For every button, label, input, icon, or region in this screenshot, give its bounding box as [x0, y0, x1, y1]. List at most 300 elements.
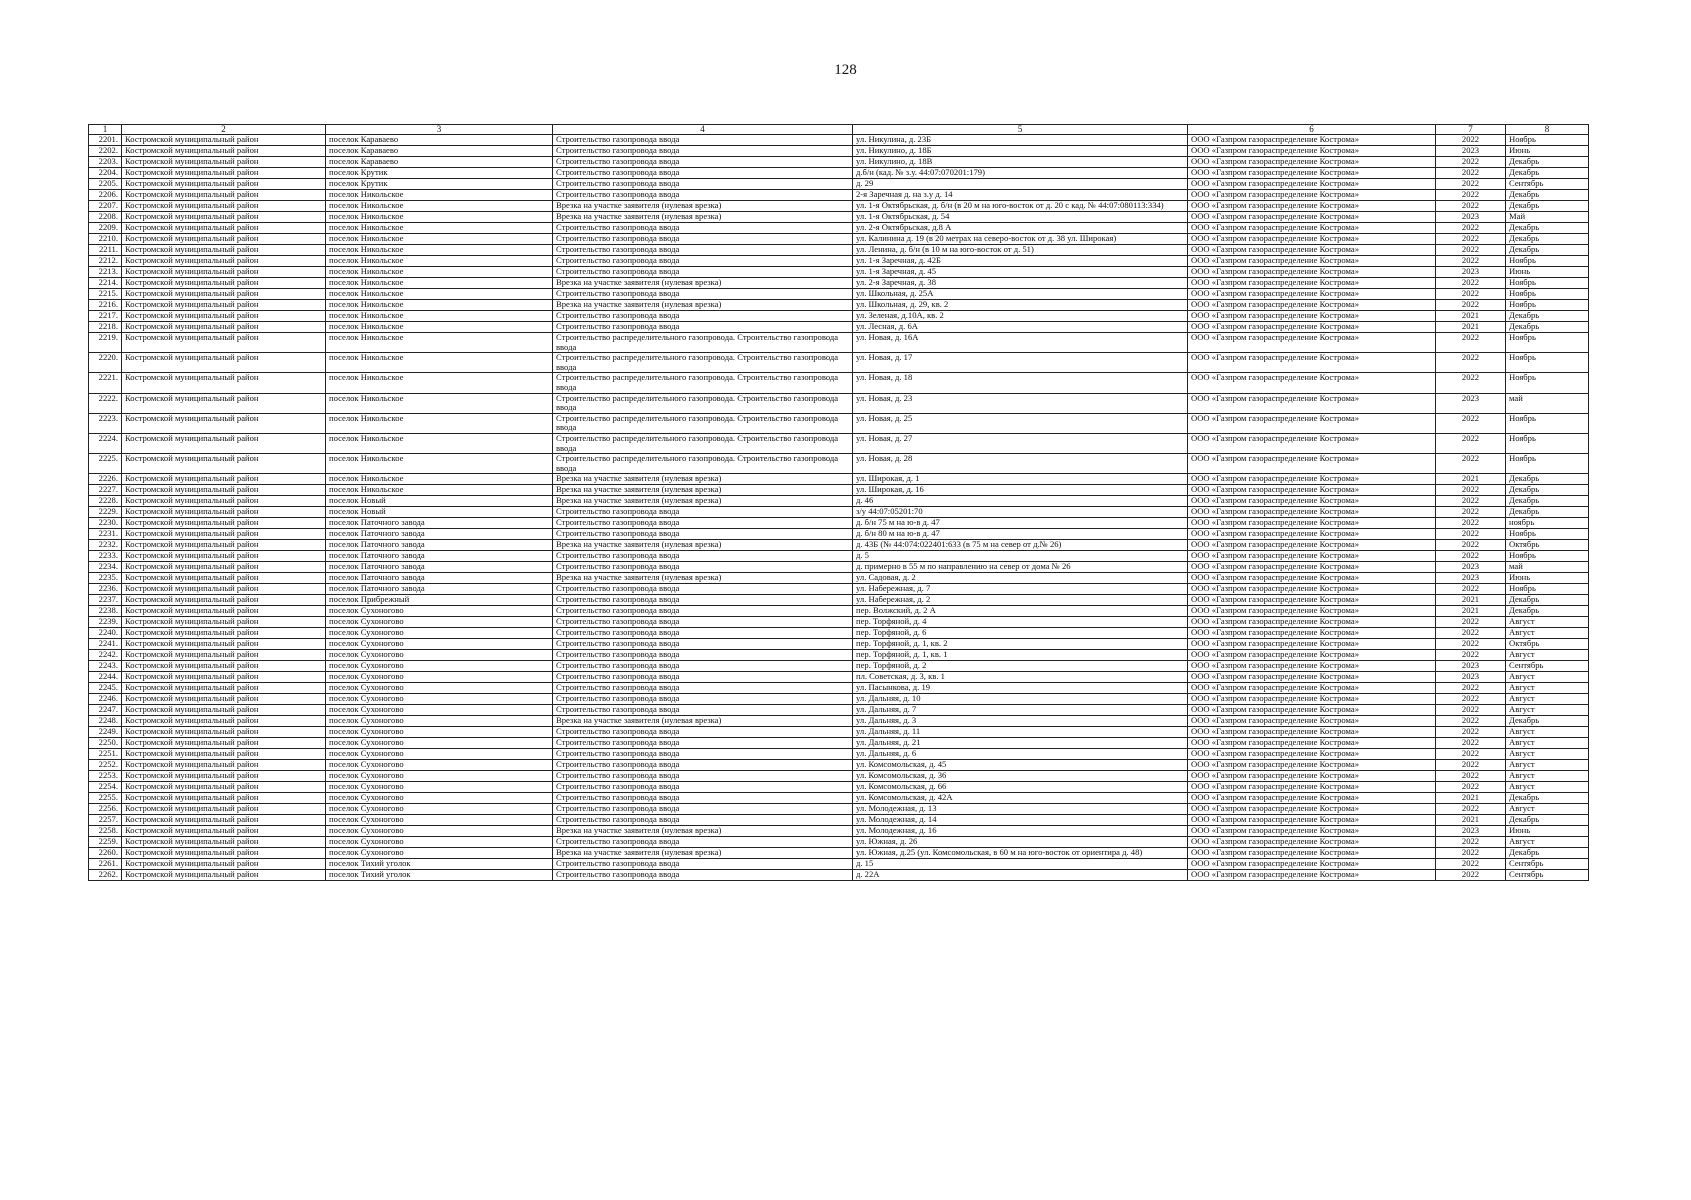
address-cell: ул. Ленина, д. б/н (в 10 м на юго-восток от д. 51) [853, 245, 1188, 256]
settlement-cell: поселок Сухоногово [326, 760, 553, 771]
address-cell: пер. Торфяной, д. 1, кв. 2 [853, 639, 1188, 650]
row-number: 2230. [89, 518, 122, 529]
address-cell: ул. 1-я Октябрьская, д. 54 [853, 212, 1188, 223]
row-number: 2257. [89, 815, 122, 826]
table-row [89, 749, 1589, 760]
address-cell: пер. Торфяной, д. 6 [853, 628, 1188, 639]
work-type-cell: Строительство газопровода ввода [553, 617, 853, 628]
month-cell: Ноябрь [1506, 289, 1589, 300]
row-number: 2253. [89, 771, 122, 782]
month-cell: Декабрь [1506, 848, 1589, 859]
settlement-cell: поселок Сухоногово [326, 749, 553, 760]
settlement-cell: поселок Никольское [326, 212, 553, 223]
district-cell: Костромской муниципальный район [122, 454, 326, 474]
organization-cell: ООО «Газпром газораспределение Кострома» [1188, 859, 1436, 870]
district-cell: Костромской муниципальный район [122, 672, 326, 683]
settlement-cell: поселок Паточного завода [326, 518, 553, 529]
organization-cell: ООО «Газпром газораспределение Кострома» [1188, 705, 1436, 716]
organization-cell: ООО «Газпром газораспределение Кострома» [1188, 322, 1436, 333]
work-type-cell: Строительство газопровода ввода [553, 628, 853, 639]
month-cell: Сентябрь [1506, 661, 1589, 672]
month-cell: Декабрь [1506, 507, 1589, 518]
table-row [89, 223, 1589, 234]
table-row [89, 485, 1589, 496]
month-cell: Ноябрь [1506, 373, 1589, 393]
year-cell: 2022 [1436, 433, 1506, 453]
address-cell: ул. Новая, д. 16А [853, 333, 1188, 353]
row-number: 2204. [89, 168, 122, 179]
work-type-cell: Строительство газопровода ввода [553, 749, 853, 760]
district-cell: Костромской муниципальный район [122, 245, 326, 256]
work-type-cell: Строительство распределительного газопровода. Строительство газопровода ввода [553, 454, 853, 474]
district-cell: Костромской муниципальный район [122, 507, 326, 518]
work-type-cell: Строительство газопровода ввода [553, 683, 853, 694]
month-cell: Июнь [1506, 826, 1589, 837]
work-type-cell: Врезка на участке заявителя (нулевая врезка) [553, 485, 853, 496]
address-cell: д. 15 [853, 859, 1188, 870]
district-cell: Костромской муниципальный район [122, 771, 326, 782]
district-cell: Костромской муниципальный район [122, 804, 326, 815]
work-type-cell: Строительство газопровода ввода [553, 738, 853, 749]
settlement-cell: поселок Сухоногово [326, 782, 553, 793]
organization-cell: ООО «Газпром газораспределение Кострома» [1188, 146, 1436, 157]
organization-cell: ООО «Газпром газораспределение Кострома» [1188, 683, 1436, 694]
column-header: 5 [853, 125, 1188, 135]
month-cell: Август [1506, 694, 1589, 705]
district-cell: Костромской муниципальный район [122, 760, 326, 771]
work-type-cell: Строительство газопровода ввода [553, 859, 853, 870]
month-cell: Декабрь [1506, 311, 1589, 322]
address-cell: д. примерно в 55 м по направлению на север от дома № 26 [853, 562, 1188, 573]
district-cell: Костромской муниципальный район [122, 694, 326, 705]
table-row [89, 661, 1589, 672]
organization-cell: ООО «Газпром газораспределение Кострома» [1188, 606, 1436, 617]
table-header-row [89, 125, 1589, 135]
work-type-cell: Строительство газопровода ввода [553, 870, 853, 881]
organization-cell: ООО «Газпром газораспределение Кострома» [1188, 562, 1436, 573]
address-cell: ул. Набережная, д. 2 [853, 595, 1188, 606]
month-cell: Ноябрь [1506, 256, 1589, 267]
district-cell: Костромской муниципальный район [122, 433, 326, 453]
month-cell: Декабрь [1506, 223, 1589, 234]
year-cell: 2022 [1436, 705, 1506, 716]
address-cell: ул. Дальняя, д. 7 [853, 705, 1188, 716]
year-cell: 2022 [1436, 496, 1506, 507]
work-type-cell: Строительство газопровода ввода [553, 694, 853, 705]
month-cell: Август [1506, 672, 1589, 683]
month-cell: Октябрь [1506, 540, 1589, 551]
year-cell: 2022 [1436, 135, 1506, 146]
work-type-cell: Строительство газопровода ввода [553, 322, 853, 333]
row-number: 2245. [89, 683, 122, 694]
table-row [89, 179, 1589, 190]
year-cell: 2022 [1436, 540, 1506, 551]
row-number: 2252. [89, 760, 122, 771]
work-type-cell: Строительство газопровода ввода [553, 311, 853, 322]
month-cell: Сентябрь [1506, 179, 1589, 190]
organization-cell: ООО «Газпром газораспределение Кострома» [1188, 617, 1436, 628]
year-cell: 2022 [1436, 738, 1506, 749]
year-cell: 2022 [1436, 804, 1506, 815]
address-cell: ул. 1-я Октябрьская, д. б/н (в 20 м на юго-восток от д. 20 с кад. № 44:07:080113:334) [853, 201, 1188, 212]
organization-cell: ООО «Газпром газораспределение Кострома» [1188, 540, 1436, 551]
table-row [89, 760, 1589, 771]
organization-cell: ООО «Газпром газораспределение Кострома» [1188, 234, 1436, 245]
year-cell: 2022 [1436, 518, 1506, 529]
table-row [89, 804, 1589, 815]
year-cell: 2023 [1436, 212, 1506, 223]
year-cell: 2021 [1436, 311, 1506, 322]
row-number: 2237. [89, 595, 122, 606]
work-type-cell: Строительство газопровода ввода [553, 661, 853, 672]
district-cell: Костромской муниципальный район [122, 870, 326, 881]
settlement-cell: поселок Сухоногово [326, 639, 553, 650]
year-cell: 2022 [1436, 837, 1506, 848]
month-cell: Декабрь [1506, 485, 1589, 496]
work-type-cell: Строительство распределительного газопровода. Строительство газопровода ввода [553, 353, 853, 373]
district-cell: Костромской муниципальный район [122, 393, 326, 413]
organization-cell: ООО «Газпром газораспределение Кострома» [1188, 573, 1436, 584]
column-header: 2 [122, 125, 326, 135]
table-row [89, 168, 1589, 179]
organization-cell: ООО «Газпром газораспределение Кострома» [1188, 485, 1436, 496]
table-row [89, 433, 1589, 453]
district-cell: Костромской муниципальный район [122, 322, 326, 333]
settlement-cell: поселок Никольское [326, 353, 553, 373]
organization-cell: ООО «Газпром газораспределение Кострома» [1188, 454, 1436, 474]
district-cell: Костромской муниципальный район [122, 815, 326, 826]
organization-cell: ООО «Газпром газораспределение Кострома» [1188, 771, 1436, 782]
year-cell: 2022 [1436, 454, 1506, 474]
work-type-cell: Строительство газопровода ввода [553, 639, 853, 650]
table-row [89, 672, 1589, 683]
address-cell: ул. Новая, д. 18 [853, 373, 1188, 393]
settlement-cell: поселок Сухоногово [326, 705, 553, 716]
settlement-cell: поселок Сухоногово [326, 650, 553, 661]
settlement-cell: поселок Сухоногово [326, 617, 553, 628]
month-cell: Май [1506, 212, 1589, 223]
work-type-cell: Строительство газопровода ввода [553, 782, 853, 793]
month-cell: Сентябрь [1506, 870, 1589, 881]
work-type-cell: Строительство газопровода ввода [553, 135, 853, 146]
registry-table [88, 124, 1589, 881]
row-number: 2233. [89, 551, 122, 562]
district-cell: Костромской муниципальный район [122, 837, 326, 848]
address-cell: ул. 1-я Заречная, д. 45 [853, 267, 1188, 278]
district-cell: Костромской муниципальный район [122, 661, 326, 672]
table-row [89, 353, 1589, 373]
month-cell: Ноябрь [1506, 300, 1589, 311]
row-number: 2226. [89, 474, 122, 485]
table-row [89, 413, 1589, 433]
table-row [89, 267, 1589, 278]
settlement-cell: поселок Никольское [326, 289, 553, 300]
row-number: 2222. [89, 393, 122, 413]
table-row [89, 584, 1589, 595]
organization-cell: ООО «Газпром газораспределение Кострома» [1188, 848, 1436, 859]
district-cell: Костромской муниципальный район [122, 595, 326, 606]
organization-cell: ООО «Газпром газораспределение Кострома» [1188, 584, 1436, 595]
work-type-cell: Строительство газопровода ввода [553, 267, 853, 278]
year-cell: 2021 [1436, 474, 1506, 485]
work-type-cell: Строительство газопровода ввода [553, 157, 853, 168]
month-cell: ноябрь [1506, 518, 1589, 529]
table-row [89, 716, 1589, 727]
district-cell: Костромской муниципальный район [122, 311, 326, 322]
settlement-cell: поселок Новый [326, 507, 553, 518]
organization-cell: ООО «Газпром газораспределение Кострома» [1188, 529, 1436, 540]
settlement-cell: поселок Никольское [326, 474, 553, 485]
row-number: 2213. [89, 267, 122, 278]
settlement-cell: поселок Сухоногово [326, 826, 553, 837]
row-number: 2234. [89, 562, 122, 573]
month-cell: Август [1506, 683, 1589, 694]
row-number: 2211. [89, 245, 122, 256]
row-number: 2215. [89, 289, 122, 300]
year-cell: 2022 [1436, 190, 1506, 201]
address-cell: ул. Лесная, д. 6А [853, 322, 1188, 333]
organization-cell: ООО «Газпром газораспределение Кострома» [1188, 815, 1436, 826]
district-cell: Костромской муниципальный район [122, 234, 326, 245]
work-type-cell: Строительство газопровода ввода [553, 234, 853, 245]
address-cell: ул. Молодежная, д. 14 [853, 815, 1188, 826]
work-type-cell: Строительство газопровода ввода [553, 529, 853, 540]
row-number: 2225. [89, 454, 122, 474]
month-cell: Июнь [1506, 146, 1589, 157]
table-row [89, 606, 1589, 617]
table-row [89, 333, 1589, 353]
table-row [89, 562, 1589, 573]
settlement-cell: поселок Новый [326, 496, 553, 507]
district-cell: Костромской муниципальный район [122, 826, 326, 837]
address-cell: ул. Школьная, д. 29, кв. 2 [853, 300, 1188, 311]
organization-cell: ООО «Газпром газораспределение Кострома» [1188, 223, 1436, 234]
work-type-cell: Строительство газопровода ввода [553, 551, 853, 562]
address-cell: ул. Садовая, д. 2 [853, 573, 1188, 584]
organization-cell: ООО «Газпром газораспределение Кострома» [1188, 518, 1436, 529]
work-type-cell: Врезка на участке заявителя (нулевая врезка) [553, 848, 853, 859]
district-cell: Костромской муниципальный район [122, 738, 326, 749]
month-cell: Ноябрь [1506, 353, 1589, 373]
table-row [89, 256, 1589, 267]
year-cell: 2023 [1436, 826, 1506, 837]
address-cell: ул. Южная, д. 26 [853, 837, 1188, 848]
table-row [89, 617, 1589, 628]
work-type-cell: Строительство газопровода ввода [553, 179, 853, 190]
address-cell: ул. Дальняя, д. 6 [853, 749, 1188, 760]
settlement-cell: поселок Сухоногово [326, 848, 553, 859]
table-row [89, 826, 1589, 837]
month-cell: май [1506, 393, 1589, 413]
table-row [89, 815, 1589, 826]
table-row [89, 201, 1589, 212]
address-cell: ул. 1-я Заречная, д. 42Б [853, 256, 1188, 267]
year-cell: 2022 [1436, 639, 1506, 650]
row-number: 2235. [89, 573, 122, 584]
district-cell: Костромской муниципальный район [122, 727, 326, 738]
settlement-cell: поселок Паточного завода [326, 573, 553, 584]
work-type-cell: Врезка на участке заявителя (нулевая врезка) [553, 716, 853, 727]
organization-cell: ООО «Газпром газораспределение Кострома» [1188, 639, 1436, 650]
district-cell: Костромской муниципальный район [122, 683, 326, 694]
row-number: 2236. [89, 584, 122, 595]
table-row [89, 373, 1589, 393]
organization-cell: ООО «Газпром газораспределение Кострома» [1188, 749, 1436, 760]
district-cell: Костромской муниципальный район [122, 705, 326, 716]
row-number: 2207. [89, 201, 122, 212]
organization-cell: ООО «Газпром газораспределение Кострома» [1188, 190, 1436, 201]
district-cell: Костромской муниципальный район [122, 639, 326, 650]
address-cell: ул. Никулино, д. 18В [853, 157, 1188, 168]
table-row [89, 694, 1589, 705]
work-type-cell: Строительство газопровода ввода [553, 256, 853, 267]
year-cell: 2022 [1436, 353, 1506, 373]
month-cell: Ноябрь [1506, 584, 1589, 595]
row-number: 2217. [89, 311, 122, 322]
district-cell: Костромской муниципальный район [122, 278, 326, 289]
district-cell: Костромской муниципальный район [122, 353, 326, 373]
year-cell: 2021 [1436, 815, 1506, 826]
month-cell: Ноябрь [1506, 454, 1589, 474]
district-cell: Костромской муниципальный район [122, 518, 326, 529]
table-row [89, 474, 1589, 485]
work-type-cell: Строительство газопровода ввода [553, 584, 853, 595]
table-row [89, 595, 1589, 606]
work-type-cell: Строительство газопровода ввода [553, 223, 853, 234]
month-cell: Декабрь [1506, 815, 1589, 826]
table-row [89, 190, 1589, 201]
work-type-cell: Строительство газопровода ввода [553, 793, 853, 804]
month-cell: Ноябрь [1506, 413, 1589, 433]
table-row [89, 848, 1589, 859]
work-type-cell: Строительство распределительного газопровода. Строительство газопровода ввода [553, 413, 853, 433]
organization-cell: ООО «Газпром газораспределение Кострома» [1188, 135, 1436, 146]
year-cell: 2022 [1436, 727, 1506, 738]
organization-cell: ООО «Газпром газораспределение Кострома» [1188, 694, 1436, 705]
table-row [89, 727, 1589, 738]
organization-cell: ООО «Газпром газораспределение Кострома» [1188, 837, 1436, 848]
row-number: 2240. [89, 628, 122, 639]
month-cell: Декабрь [1506, 190, 1589, 201]
table-row [89, 322, 1589, 333]
address-cell: д. б/н 75 м на ю-в д. 47 [853, 518, 1188, 529]
row-number: 2216. [89, 300, 122, 311]
address-cell: ул. Молодежная, д. 13 [853, 804, 1188, 815]
district-cell: Костромской муниципальный район [122, 474, 326, 485]
settlement-cell: поселок Сухоногово [326, 628, 553, 639]
work-type-cell: Строительство газопровода ввода [553, 146, 853, 157]
address-cell: ул. Дальняя, д. 21 [853, 738, 1188, 749]
organization-cell: ООО «Газпром газораспределение Кострома» [1188, 311, 1436, 322]
address-cell: з/у 44:07:05201:70 [853, 507, 1188, 518]
settlement-cell: поселок Никольское [326, 267, 553, 278]
year-cell: 2022 [1436, 333, 1506, 353]
row-number: 2254. [89, 782, 122, 793]
month-cell: Октябрь [1506, 639, 1589, 650]
month-cell: Декабрь [1506, 606, 1589, 617]
address-cell: ул. Комсомольская, д. 45 [853, 760, 1188, 771]
organization-cell: ООО «Газпром газораспределение Кострома» [1188, 661, 1436, 672]
address-cell: ул. Дальняя, д. 3 [853, 716, 1188, 727]
district-cell: Костромской муниципальный район [122, 135, 326, 146]
address-cell: пер. Торфяной, д. 2 [853, 661, 1188, 672]
column-header: 6 [1188, 125, 1436, 135]
year-cell: 2022 [1436, 507, 1506, 518]
table-row [89, 300, 1589, 311]
year-cell: 2022 [1436, 179, 1506, 190]
month-cell: Декабрь [1506, 474, 1589, 485]
district-cell: Костромской муниципальный район [122, 289, 326, 300]
month-cell: Август [1506, 727, 1589, 738]
year-cell: 2022 [1436, 716, 1506, 727]
settlement-cell: поселок Сухоногово [326, 716, 553, 727]
table-row [89, 245, 1589, 256]
settlement-cell: поселок Никольское [326, 413, 553, 433]
column-header: 4 [553, 125, 853, 135]
address-cell: ул. Зеленая, д.10А, кв. 2 [853, 311, 1188, 322]
work-type-cell: Строительство распределительного газопровода. Строительство газопровода ввода [553, 433, 853, 453]
organization-cell: ООО «Газпром газораспределение Кострома» [1188, 738, 1436, 749]
row-number: 2239. [89, 617, 122, 628]
table-row [89, 837, 1589, 848]
address-cell: д. 22А [853, 870, 1188, 881]
year-cell: 2022 [1436, 859, 1506, 870]
organization-cell: ООО «Газпром газораспределение Кострома» [1188, 353, 1436, 373]
district-cell: Костромской муниципальный район [122, 848, 326, 859]
work-type-cell: Строительство газопровода ввода [553, 518, 853, 529]
month-cell: Декабрь [1506, 322, 1589, 333]
address-cell: пер. Волжский, д. 2 А [853, 606, 1188, 617]
row-number: 2214. [89, 278, 122, 289]
address-cell: ул. Новая, д. 27 [853, 433, 1188, 453]
organization-cell: ООО «Газпром газораспределение Кострома» [1188, 300, 1436, 311]
address-cell: ул. Широкая, д. 16 [853, 485, 1188, 496]
row-number: 2248. [89, 716, 122, 727]
table-row [89, 289, 1589, 300]
table-row [89, 146, 1589, 157]
address-cell: пер. Торфяной, д. 1, кв. 1 [853, 650, 1188, 661]
settlement-cell: поселок Никольское [326, 454, 553, 474]
row-number: 2224. [89, 433, 122, 453]
organization-cell: ООО «Газпром газораспределение Кострома» [1188, 650, 1436, 661]
table-row [89, 157, 1589, 168]
district-cell: Костромской муниципальный район [122, 628, 326, 639]
row-number: 2238. [89, 606, 122, 617]
month-cell: Ноябрь [1506, 551, 1589, 562]
year-cell: 2022 [1436, 289, 1506, 300]
row-number: 2232. [89, 540, 122, 551]
district-cell: Костромской муниципальный район [122, 540, 326, 551]
settlement-cell: поселок Сухоногово [326, 837, 553, 848]
year-cell: 2021 [1436, 793, 1506, 804]
work-type-cell: Строительство газопровода ввода [553, 760, 853, 771]
month-cell: Сентябрь [1506, 859, 1589, 870]
year-cell: 2022 [1436, 168, 1506, 179]
row-number: 2208. [89, 212, 122, 223]
work-type-cell: Строительство газопровода ввода [553, 507, 853, 518]
settlement-cell: поселок Караваево [326, 146, 553, 157]
year-cell: 2023 [1436, 562, 1506, 573]
settlement-cell: поселок Никольское [326, 373, 553, 393]
column-header: 3 [326, 125, 553, 135]
settlement-cell: поселок Сухоногово [326, 738, 553, 749]
organization-cell: ООО «Газпром газораспределение Кострома» [1188, 870, 1436, 881]
year-cell: 2022 [1436, 485, 1506, 496]
address-cell: ул. Южная, д.25 (ул. Комсомольская, в 60 м на юго-восток от ориентира д. 48) [853, 848, 1188, 859]
table-row [89, 393, 1589, 413]
settlement-cell: поселок Крутик [326, 179, 553, 190]
district-cell: Костромской муниципальный район [122, 300, 326, 311]
